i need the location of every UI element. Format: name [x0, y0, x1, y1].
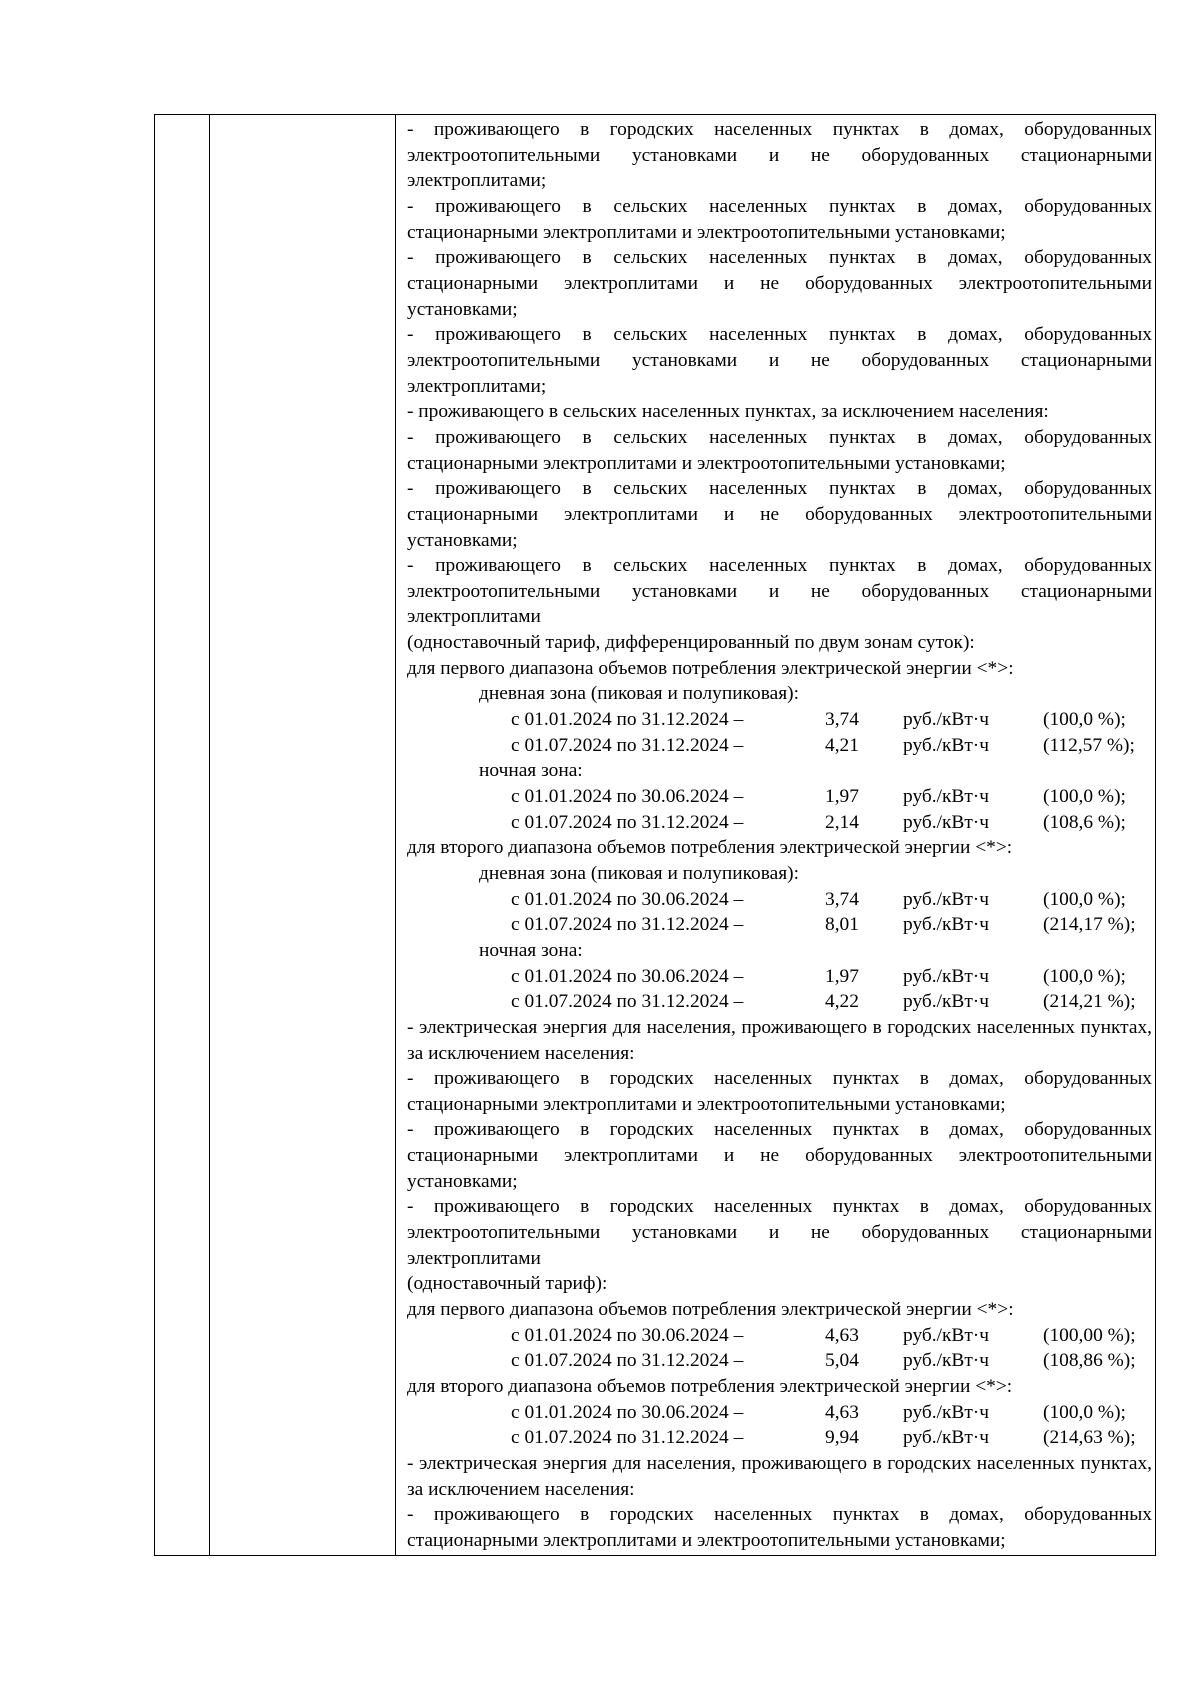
range-title: для первого диапазона объемов потребления электрической энергии <*>:	[407, 657, 1014, 679]
list-item: - проживающего в сельских населенных пунктах в домах, оборудованных стационарными электроплитами и электроотопительными установками;	[407, 426, 1152, 474]
tariff-row	[407, 1348, 1152, 1374]
list-item: - проживающего в городских населенных пунктах в домах, оборудованных электроотопительными установками и не оборудованных стационарными электроплитами;	[407, 119, 1152, 192]
tariff-value: 8,01	[825, 914, 859, 936]
tariff-percent: (108,86 %);	[1043, 1350, 1136, 1372]
tariff-row	[407, 1323, 1152, 1349]
tariff-value: 5,04	[825, 1350, 859, 1372]
tariff-unit: руб./кВт·ч	[903, 1350, 990, 1372]
tariff-percent: (112,57 %);	[1043, 734, 1135, 756]
tariff-unit: руб./кВт·ч	[903, 734, 990, 756]
tariff-row	[407, 964, 1152, 990]
list-item: - проживающего в сельских населенных пунктах в домах, оборудованных стационарными электроплитами и электроотопительными установками;	[407, 195, 1152, 243]
tariff-unit: руб./кВт·ч	[903, 965, 990, 987]
list-item: - проживающего в городских населенных пунктах в домах, оборудованных стационарными электроплитами и не оборудованных электроотопительными установками;	[407, 1119, 1152, 1192]
tariff-period: с 01.07.2024 по 31.12.2024 –	[511, 914, 744, 936]
tariff-value: 4,63	[825, 1324, 859, 1346]
list-item: - проживающего в сельских населенных пунктах в домах, оборудованных стационарными электроплитами и не оборудованных электроотопительными установками;	[407, 247, 1152, 320]
zone-label-night: ночная зона:	[479, 760, 583, 782]
tariff-row	[407, 1400, 1152, 1426]
tariff-unit: руб./кВт·ч	[903, 1324, 990, 1346]
tariff-unit: руб./кВт·ч	[903, 786, 990, 808]
tariff-value: 1,97	[825, 786, 859, 808]
tariff-value: 4,22	[825, 991, 859, 1013]
column-divider-2	[395, 115, 396, 1555]
tariff-period: с 01.01.2024 по 30.06.2024 –	[511, 1401, 744, 1423]
list-item: - проживающего в сельских населенных пунктах, за исключением населения:	[407, 401, 1049, 423]
tariff-period: с 01.01.2024 по 30.06.2024 –	[511, 786, 744, 808]
tariff-unit: руб./кВт·ч	[903, 888, 990, 910]
range-title: для второго диапазона объемов потребления электрической энергии <*>:	[407, 1376, 1013, 1397]
range-title: для второго диапазона объемов потребления электрической энергии <*>:	[407, 837, 1013, 859]
tariff-period: с 01.01.2024 по 30.06.2024 –	[511, 965, 744, 987]
tariff-unit: руб./кВт·ч	[903, 914, 990, 936]
list-item: - проживающего в сельских населенных пунктах в домах, оборудованных электроотопительными установками и не оборудованных стационарными электроплитами;	[407, 324, 1152, 397]
list-item: - проживающего в сельских населенных пунктах в домах, оборудованных электроотопительными установками и не оборудованных стационарными электроплитами	[407, 555, 1152, 628]
tariff-value: 9,94	[825, 1427, 859, 1449]
zone-label-day: дневная зона (пиковая и полупиковая):	[479, 862, 800, 884]
tariff-percent: (214,21 %);	[1043, 991, 1136, 1013]
tariff-row	[407, 784, 1152, 810]
tariff-percent: (100,0 %);	[1043, 888, 1126, 910]
tariff-unit: руб./кВт·ч	[903, 991, 990, 1013]
tariff-period: с 01.07.2024 по 31.12.2024 –	[511, 734, 744, 756]
tariff-percent: (100,00 %);	[1043, 1324, 1136, 1346]
tariff-row	[407, 989, 1152, 1015]
tariff-period: с 01.01.2024 по 31.12.2024 –	[511, 709, 744, 731]
residence-categories-list-b	[407, 1015, 1152, 1297]
tariff-row	[407, 810, 1152, 836]
tariff-period: с 01.07.2024 по 31.12.2024 –	[511, 1427, 744, 1449]
tariff-period: с 01.01.2024 по 30.06.2024 –	[511, 1324, 744, 1346]
tariff-value: 3,74	[825, 709, 859, 731]
tariff-percent: (100,0 %);	[1043, 709, 1126, 731]
tariff-value: 1,97	[825, 965, 859, 987]
tariff-percent: (100,0 %);	[1043, 786, 1126, 808]
tariff-value: 4,21	[825, 734, 859, 756]
tariff-row	[407, 707, 1152, 733]
tariff-unit: руб./кВт·ч	[903, 811, 990, 833]
tariff-value: 2,14	[825, 811, 859, 833]
tariff-value: 3,74	[825, 888, 859, 910]
list-item: - проживающего в городских населенных пунктах в домах, оборудованных электроотопительными установками и не оборудованных стационарными электроплитами	[407, 1196, 1152, 1269]
tariff-description-cell	[407, 117, 1152, 1554]
single-rate-tariff-block	[407, 1297, 1152, 1451]
tariff-percent: (214,17 %);	[1043, 914, 1136, 936]
tariff-period: с 01.07.2024 по 31.12.2024 –	[511, 991, 744, 1013]
list-item: - проживающего в городских населенных пунктах в домах, оборудованных стационарными электроплитами и электроотопительными установками;	[407, 1504, 1152, 1551]
tariff-type-note: (одноставочный тариф, дифференцированный по двум зонам суток):	[407, 632, 975, 654]
two-zone-tariff-block	[407, 656, 1152, 1015]
tariff-row	[407, 733, 1152, 759]
tariff-row	[407, 912, 1152, 938]
tariff-row	[407, 1425, 1152, 1451]
tariff-percent: (100,0 %);	[1043, 965, 1126, 987]
tariff-percent: (100,0 %);	[1043, 1401, 1126, 1423]
residence-categories-list-a	[407, 117, 1152, 656]
tariff-type-note: (одноставочный тариф):	[407, 1273, 608, 1295]
tariff-value: 4,63	[825, 1401, 859, 1423]
list-item: - проживающего в городских населенных пунктах в домах, оборудованных стационарными электроплитами и электроотопительными установками;	[407, 1068, 1152, 1115]
residence-categories-list-c	[407, 1451, 1152, 1554]
column-divider-1	[209, 115, 210, 1555]
tariff-period: с 01.07.2024 по 31.12.2024 –	[511, 1350, 744, 1372]
range-title: для первого диапазона объемов потребления электрической энергии <*>:	[407, 1299, 1014, 1321]
list-item: - электрическая энергия для населения, проживающего в городских населенных пунктах, за исключением населения:	[407, 1452, 1152, 1500]
tariff-period: с 01.07.2024 по 31.12.2024 –	[511, 811, 744, 833]
tariff-unit: руб./кВт·ч	[903, 1427, 990, 1449]
tariff-row	[407, 887, 1152, 913]
tariff-percent: (214,63 %);	[1043, 1427, 1136, 1449]
list-item: - проживающего в сельских населенных пунктах в домах, оборудованных стационарными электроплитами и не оборудованных электроотопительными установками;	[407, 478, 1152, 551]
list-item: - электрическая энергия для населения, проживающего в городских населенных пунктах, за исключением населения:	[407, 1016, 1152, 1064]
tariff-percent: (108,6 %);	[1043, 811, 1126, 833]
tariff-unit: руб./кВт·ч	[903, 709, 990, 731]
zone-label-night: ночная зона:	[479, 939, 583, 961]
tariff-period: с 01.01.2024 по 30.06.2024 –	[511, 888, 744, 910]
tariff-unit: руб./кВт·ч	[903, 1401, 990, 1423]
zone-label-day: дневная зона (пиковая и полупиковая):	[479, 683, 800, 705]
